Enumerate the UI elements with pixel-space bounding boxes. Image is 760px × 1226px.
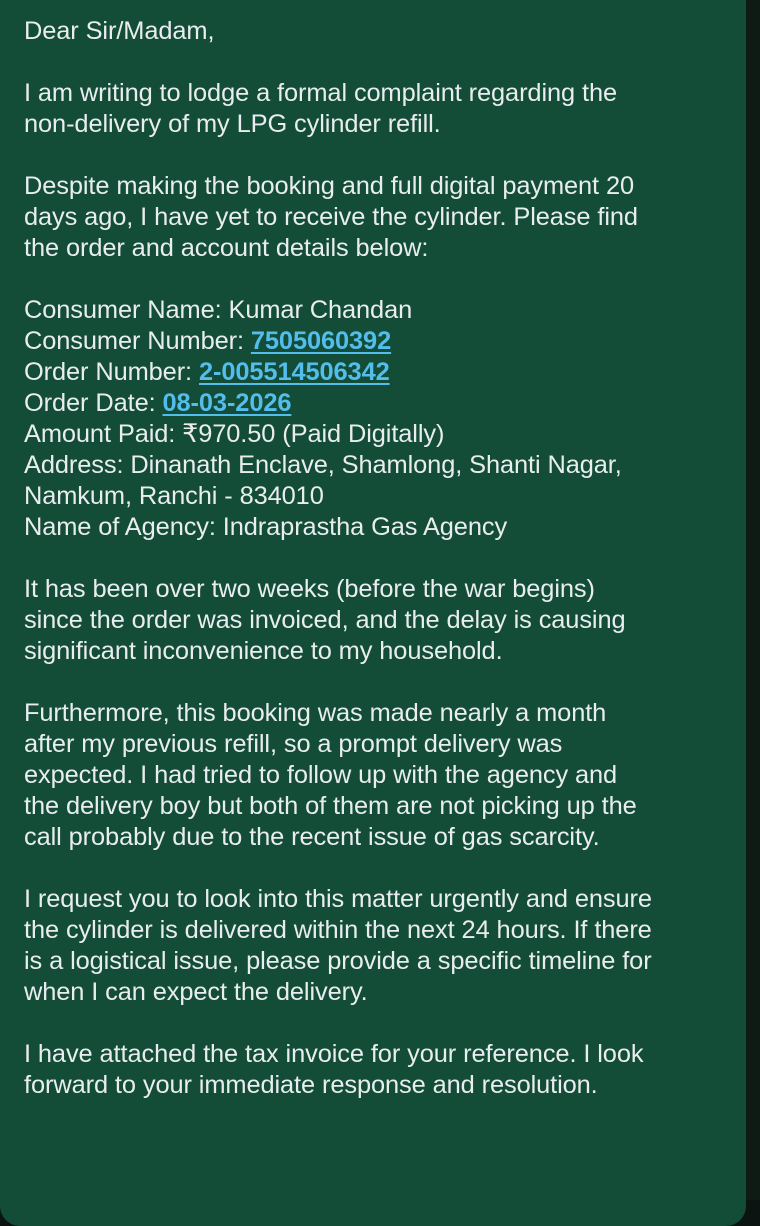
agency-name: Name of Agency: Indraprastha Gas Agency (24, 513, 508, 541)
greeting: Dear Sir/Madam, (24, 17, 215, 45)
consumer-number-row: Consumer Number: 7505060392 (24, 327, 392, 355)
consumer-number-link[interactable]: 7505060392 (250, 327, 392, 355)
order-number-row: Order Number: 2-005514506342 (24, 358, 390, 386)
order-date-row: Order Date: 08-03-2026 (24, 389, 292, 417)
order-details (24, 295, 726, 543)
message-text (24, 16, 726, 1101)
order-date-link[interactable]: 08-03-2026 (162, 389, 292, 417)
paragraph-closing: I have attached the tax invoice for your reference. I look forward to your immediate response and resolution. (24, 1040, 644, 1099)
consumer-name: Consumer Name: Kumar Chandan (24, 296, 413, 324)
paragraph-followup: Furthermore, this booking was made nearly a month after my previous refill, so a prompt delivery was expected. I had tried to follow up with the agency and the delivery boy but both of them are not picking up the call probably due to the recent issue of gas scarcity. (24, 699, 637, 851)
paragraph-payment: Despite making the booking and full digital payment 20 days ago, I have yet to receive the cylinder. Please find the order and account details below: (24, 172, 638, 262)
paragraph-intro: I am writing to lodge a formal complaint regarding the non-delivery of my LPG cylinder refill. (24, 79, 617, 138)
amount-paid: Amount Paid: ₹970.50 (Paid Digitally) (24, 420, 445, 448)
paragraph-delay: It has been over two weeks (before the war begins) since the order was invoiced, and the delay is causing significant inconvenience to my household. (24, 575, 626, 665)
address-line-1: Address: Dinanath Enclave, Shamlong, Shanti Nagar, (24, 451, 622, 479)
order-number-link[interactable]: 2-005514506342 (198, 358, 390, 386)
paragraph-request: I request you to look into this matter urgently and ensure the cylinder is delivered within the next 24 hours. If there is a logistical issue, please provide a specific timeline for when I can expect the delivery. (24, 885, 652, 1006)
address-line-2: Namkum, Ranchi - 834010 (24, 482, 324, 510)
